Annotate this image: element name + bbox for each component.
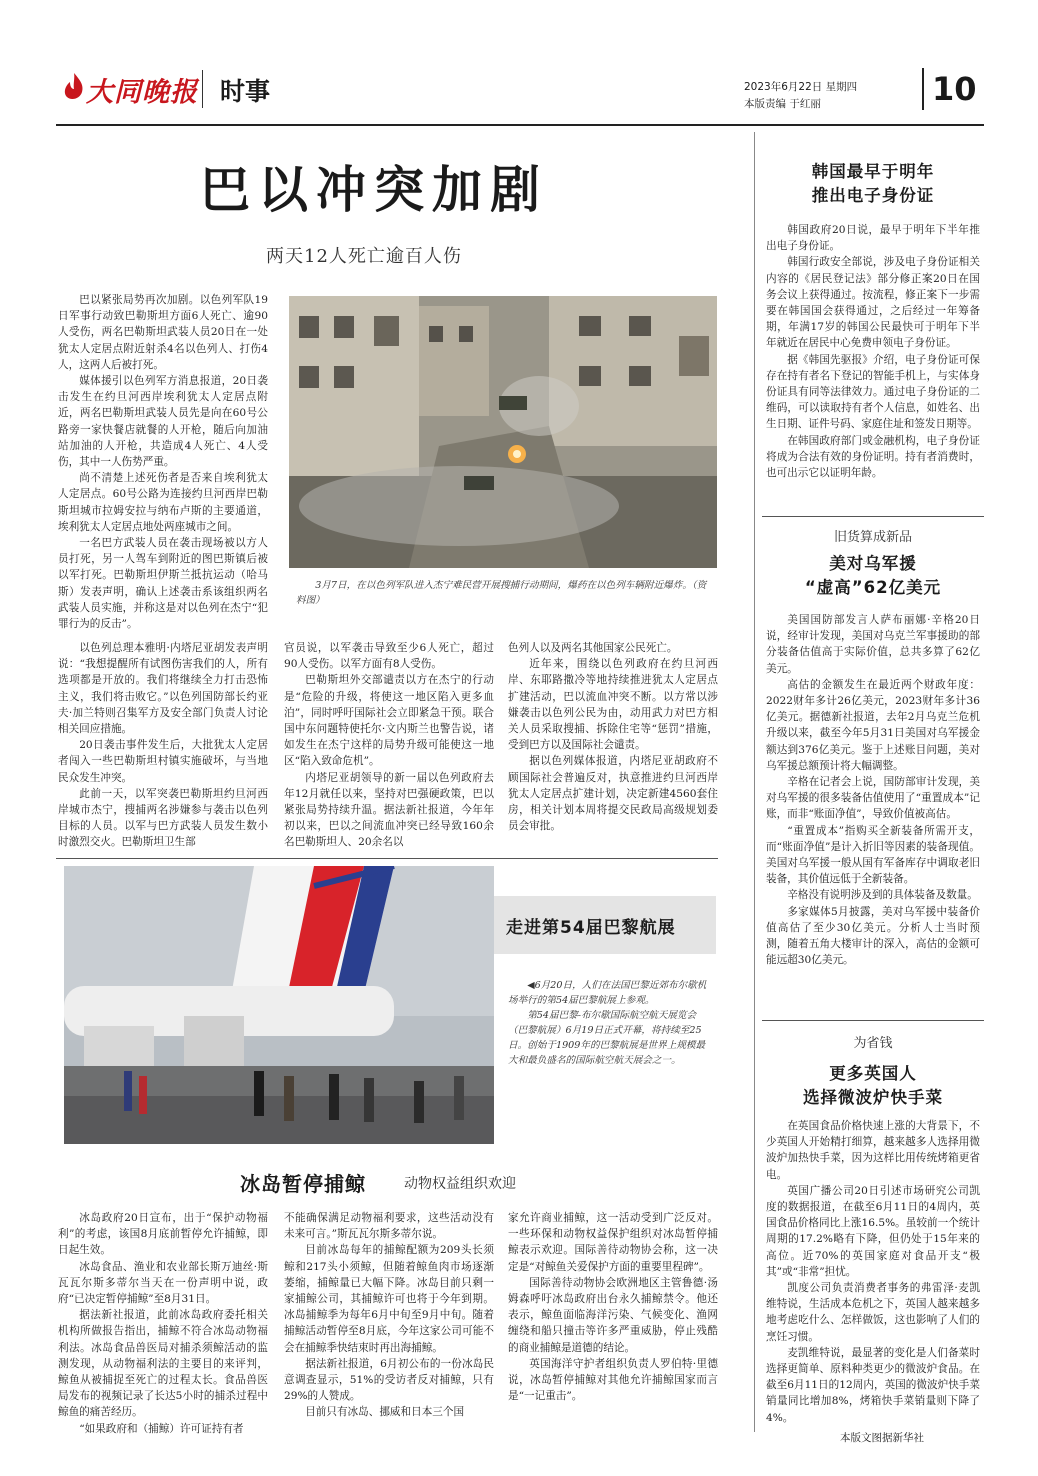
paragraph: “如果政府和（捕鲸）许可证持有者 <box>79 1422 244 1435</box>
lead-subheadline: 两天12人死亡逾百人伤 <box>266 246 462 267</box>
us-headline-line-2: “虚高”62亿美元 <box>804 578 942 597</box>
section-name: 时事 <box>220 77 271 106</box>
paragraph: 家允许商业捕鲸，这一活动受到广泛反对。一些环保和动物权益保护组织对冰岛暂停捕鲸表示欢迎。国际善待动物协会称，这一决定是“对鲸鱼关爱保护方面的重要里程碑”。 <box>508 1212 718 1273</box>
paragraph: 多家媒体5月披露，美对乌军援中装备价值高估了至少30亿美元。分析人士当时预测，随着五角大楼审计的深入，高估的金额可能远超30亿美元。 <box>766 905 980 967</box>
paragraph: 辛格没有说明涉及到的具体装备及数量。 <box>787 889 978 902</box>
newspaper-logo <box>62 68 198 108</box>
korea-headline-line-2: 推出电子身份证 <box>811 186 935 205</box>
paragraph: 据法新社报道，此前冰岛政府委托相关机构所做报告指出，捕鲸不符合冰岛动物福利法。冰岛食品兽医局对捕杀须鲸活动的监测发现，从动物福利法的主要目的来评判，鲸鱼从被捕捉至死亡的过程太长。食品兽医局发布的视频记录了长达5小时的捕杀过程中鲸鱼的痛苦经历。 <box>58 1309 268 1419</box>
paragraph: 内塔尼亚胡领导的新一届以色列政府去年12月就任以来，坚持对巴强硬政策，巴以紧张局势持续升温。据法新社报道，今年年初以来，巴以之间流血冲突已经导致160余名巴勒斯坦人、20余名以 <box>284 771 494 849</box>
us-body <box>766 612 980 968</box>
lead-column-2 <box>284 640 494 851</box>
uk-kicker: 为省钱 <box>853 1036 893 1051</box>
paragraph: 据《韩国先驱报》介绍，电子身份证可保存在持有者名下登记的智能手机上，与实体身份证具有同等法律效力。通过电子身份证的二维码，可以读取持有者个人信息，如姓名、出生日期、证件号码、家庭住址和签发日期等。 <box>766 353 980 431</box>
sidebar-divider <box>754 132 755 1432</box>
whaling-column-3 <box>508 1210 718 1404</box>
paragraph: 巴勒斯坦外交部谴责以方在杰宁的行动是“危险的升级，将使这一地区陷入更多血泊”，同时呼吁国际社会立即紧急干预。联合国中东问题特使托尔·文内斯兰也警告说，诸如发生在杰宁这样的局势升级可能使这一地区“陷入致命危机”。 <box>284 674 494 768</box>
conflict-photo <box>289 296 717 568</box>
uk-headline-line-1: 更多英国人 <box>829 1064 917 1083</box>
whaling-subheadline: 动物权益组织欢迎 <box>404 1176 516 1192</box>
air-show-photo <box>64 866 494 1144</box>
paragraph: 韩国政府20日说，最早于明年下半年推出电子身份证。 <box>766 224 980 253</box>
us-headline-line-1: 美对乌军援 <box>829 554 917 573</box>
lead-column-3 <box>508 640 718 834</box>
paragraph: 近年来，围绕以色列政府在约旦河西岸、东耶路撒冷等地持续推进犹太人定居点扩建活动，巴以流血冲突不断。以方常以涉嫌袭击以色列公民为由，动用武力对巴方相关人员采取搜捕、拆除住宅等“惩罚”措施，受到巴方以及国际社会谴责。 <box>508 658 718 752</box>
logo-flame-icon <box>62 72 86 102</box>
paragraph: 韩国行政安全部说，涉及电子身份证相关内容的《居民登记法》部分修正案20日在国务会议上获得通过。按流程，修正案下一步需要在韩国国会获得通过，之后经过一年筹备期，年满17岁的韩国公民最快可于明年下半年就近在居民中心免费申领电子身份证。 <box>766 256 980 350</box>
air-show-title: 走进第54届巴黎航展 <box>506 918 676 938</box>
korea-body <box>766 222 980 481</box>
paragraph: 不能确保满足动物福利要求，这些活动没有未来可言。”斯瓦瓦尔斯多蒂尔说。 <box>284 1212 494 1241</box>
paragraph: 20日袭击事件发生后，大批犹太人定居者闯入一些巴勒斯坦村镇实施破坏，与当地民众发生冲突。 <box>58 739 268 784</box>
paragraph: 巴以紧张局势再次加剧。以色列军队19日军事行动致巴勒斯坦方面6人死亡、逾90人受伤，两名巴勒斯坦武装人员20日在一处犹太人定居点附近射杀4名以色列人、打伤4人，这两人后被打死。 <box>58 294 268 371</box>
paragraph: “重置成本”指购买全新装备所需开支，而“账面净值”是计入折旧等因素的装备现值。美国对乌军援一般从国有军备库存中调取老旧装备，其价值远低于全新装备。 <box>766 824 980 886</box>
whaling-column-1 <box>58 1210 268 1437</box>
caption-text: 3月7日，在以色列军队进入杰宁难民营开展搜捕行动期间，爆药在以色列车辆附近爆炸。（资料图） <box>296 580 707 606</box>
paragraph: 凯度公司负责消费者事务的弗雷泽·麦凯维特说，生活成本危机之下，英国人越来越多地考虑吃什么、怎样做饭，这也影响了人们的烹饪习惯。 <box>766 1282 980 1343</box>
masthead-rule <box>56 124 984 126</box>
sidebar-rule <box>762 1020 984 1021</box>
korea-headline <box>762 160 984 208</box>
air-show-caption <box>508 978 714 1068</box>
masthead <box>56 60 984 122</box>
paragraph: 高估的金额发生在最近两个财政年度：2022财年多计26亿美元，2023财年多计36亿美元。据德新社报道，去年2月乌克兰危机升级以来，截至今年5月31日美国对乌军援金额达到376亿美元。鉴于上述账目问题，美对乌军援总额预计将大幅调整。 <box>766 678 980 772</box>
page-editor: 本版责编 于红丽 <box>744 98 821 110</box>
us-headline <box>762 552 984 600</box>
section-divider <box>56 858 718 859</box>
logo-text: 大同晚报 <box>86 77 198 108</box>
page-number-divider <box>922 68 924 110</box>
paragraph: 在韩国政府部门或金融机构，电子身份证将成为合法有效的身份证明。持有者消费时，也可出示它以证明年龄。 <box>766 434 980 480</box>
paragraph: 以色列总理本雅明·内塔尼亚胡发表声明说：“我想提醒所有试图伤害我们的人，所有选项都是开放的。我们将继续全力打击恐怖主义，我们将击败它。”以色列国防部长约亚夫·加兰特则召集军方及安全部门负责人讨论相关回应措施。 <box>58 642 268 736</box>
paragraph: 冰岛食品、渔业和农业部长斯万迪丝·斯瓦瓦尔斯多蒂尔当天在一份声明中说，政府“已决定暂停捕鲸”至8月31日。 <box>58 1260 268 1306</box>
paragraph: 美国国防部发言人萨布丽娜·辛格20日说，经审计发现，美国对乌克兰军事援助的部分装备估值高于实际价值，总共多算了62亿美元。 <box>766 614 980 675</box>
paragraph: 目前只有冰岛、挪威和日本三个国 <box>305 1406 465 1419</box>
uk-headline-line-2: 选择微波炉快手菜 <box>803 1088 943 1107</box>
uk-headline <box>762 1062 984 1110</box>
caption-text: 第54届巴黎-布尔歇国际航空航天展览会（巴黎航展）6月19日正式开幕，将持续至25日。创始于1909年的巴黎航展是世界上规模最大和最负盛名的国际航空航天展会之一。 <box>508 1010 706 1066</box>
masthead-divider <box>202 70 203 108</box>
page-number: 10 <box>932 70 977 108</box>
paragraph: 据法新社报道，6月初公布的一份冰岛民意调查显示，51%的受访者反对捕鲸，只有29%的人赞成。 <box>284 1357 494 1403</box>
uk-body <box>766 1118 980 1426</box>
conflict-photo-caption <box>296 578 710 608</box>
paragraph: 在英国食品价格快速上涨的大背景下，不少英国人开始精打细算，越来越多人选择用微波炉加热快手菜，因为这样比用传统烤箱更省电。 <box>766 1120 980 1181</box>
paragraph: 色列人以及两名其他国家公民死亡。 <box>508 642 678 654</box>
paragraph: 此前一天，以军突袭巴勒斯坦约旦河西岸城市杰宁，搜捕两名涉嫌参与袭击以色列目标的人员。以军与巴方武装人员发生数小时激烈交火。巴勒斯坦卫生部 <box>58 787 268 849</box>
paragraph: 英国海洋守护者组织负责人罗伯特·里德说，冰岛暂停捕鲸对其他允许捕鲸国家而言是“一记重击”。 <box>508 1357 718 1403</box>
issue-date: 2023年6月22日 星期四 <box>744 81 858 93</box>
paragraph: 尚不清楚上述死伤者是否来自埃利犹太人定居点。60号公路为连接约旦河西岸巴勒斯坦城市拉姆安拉与纳布卢斯的主要通道，埃利犹太人定居点地处两座城市之间。 <box>58 472 268 533</box>
paragraph: 国际善待动物协会欧洲地区主管鲁德·汤姆森呼吁冰岛政府出台永久捕鲸禁令。他还表示，鲸鱼面临海洋污染、气候变化、渔网缠绕和船只撞击等许多严重威胁，停止残酷的商业捕鲸是道德的结论。 <box>508 1276 718 1354</box>
lead-column-1b <box>58 640 268 851</box>
paragraph: 冰岛政府20日宣布，出于“保护动物福利”的考虑，该国8月底前暂停允许捕鲸，即日起生效。 <box>58 1212 268 1257</box>
paragraph: 一名巴方武装人员在袭击现场被以方人员打死，另一人驾车到附近的图巴斯镇后被以军打死。巴勒斯坦伊斯兰抵抗运动（哈马斯）发表声明，确认上述袭击系该组织两名武装人员实施，并称这是对以色列在杰宁“犯罪行为的反击”。 <box>58 537 268 631</box>
paragraph: 辛格在记者会上说，国防部审计发现，美对乌军援的很多装备估值使用了“重置成本”记账，而非“账面净值”，导致价值被高估。 <box>766 776 980 821</box>
caption-text: ◀6月20日，人们在法国巴黎近郊布尔歇机场举行的第54届巴黎航展上参观。 <box>508 980 707 1006</box>
lead-column-1 <box>58 292 268 632</box>
air-show-title-banner <box>494 896 716 954</box>
lead-headline: 巴以冲突加剧 <box>200 160 548 219</box>
paragraph: 官员说，以军袭击导致至少6人死亡，超过90人受伤。以军方面有8人受伤。 <box>284 642 494 671</box>
paragraph: 麦凯维特说，最显著的变化是人们备菜时选择更简单、原料种类更少的微波炉食品。在截至6月11日的12周内，英国的微波炉快手菜销量同比增加8%，烤箱快手菜销量则下降了4%。 <box>766 1346 980 1424</box>
page-credit: 本版文图据新华社 <box>840 1432 924 1444</box>
whaling-headline: 冰岛暂停捕鲸 <box>240 1172 366 1196</box>
korea-headline-line-1: 韩国最早于明年 <box>811 162 935 181</box>
sidebar-rule <box>762 516 984 517</box>
paragraph: 目前冰岛每年的捕鲸配额为209头长须鲸和217头小须鲸，但随着鲸鱼肉市场逐渐萎缩，捕鲸量已大幅下降。冰岛目前只剩一家捕鲸公司，其捕鲸许可也将于今年到期。冰岛捕鲸季为每年6月中旬至9月中旬。随着捕鲸活动暂停至8月底，今年这家公司可能不会在捕鲸季快结束时再出海捕鲸。 <box>284 1244 494 1354</box>
whaling-column-2 <box>284 1210 494 1421</box>
paragraph: 媒体援引以色列军方消息报道，20日袭击发生在约旦河西岸埃利犹太人定居点附近，两名巴勒斯坦武装人员先是向在60号公路旁一家快餐店就餐的人开枪，随后向加油站加油的人开枪，共造成4人死亡、4人受伤，其中一人伤势严重。 <box>58 375 268 469</box>
paragraph: 据以色列媒体报道，内塔尼亚胡政府不顾国际社会普遍反对，执意推进约旦河西岸犹太人定居点扩建计划，决定新建4560套住房，相关计划本周将提交民政局高级规划委员会审批。 <box>508 755 718 833</box>
paragraph: 英国广播公司20日引述市场研究公司凯度的数据报道，在截至6月11日的4周内，英国食品价格同比上涨16.5%。虽较前一个统计周期的17.2%略有下降，但仍处于15年来的高位。近70%的英国家庭对食品开支“极其”或“非常”担忧。 <box>766 1184 980 1278</box>
us-kicker: 旧货算成新品 <box>833 530 912 545</box>
